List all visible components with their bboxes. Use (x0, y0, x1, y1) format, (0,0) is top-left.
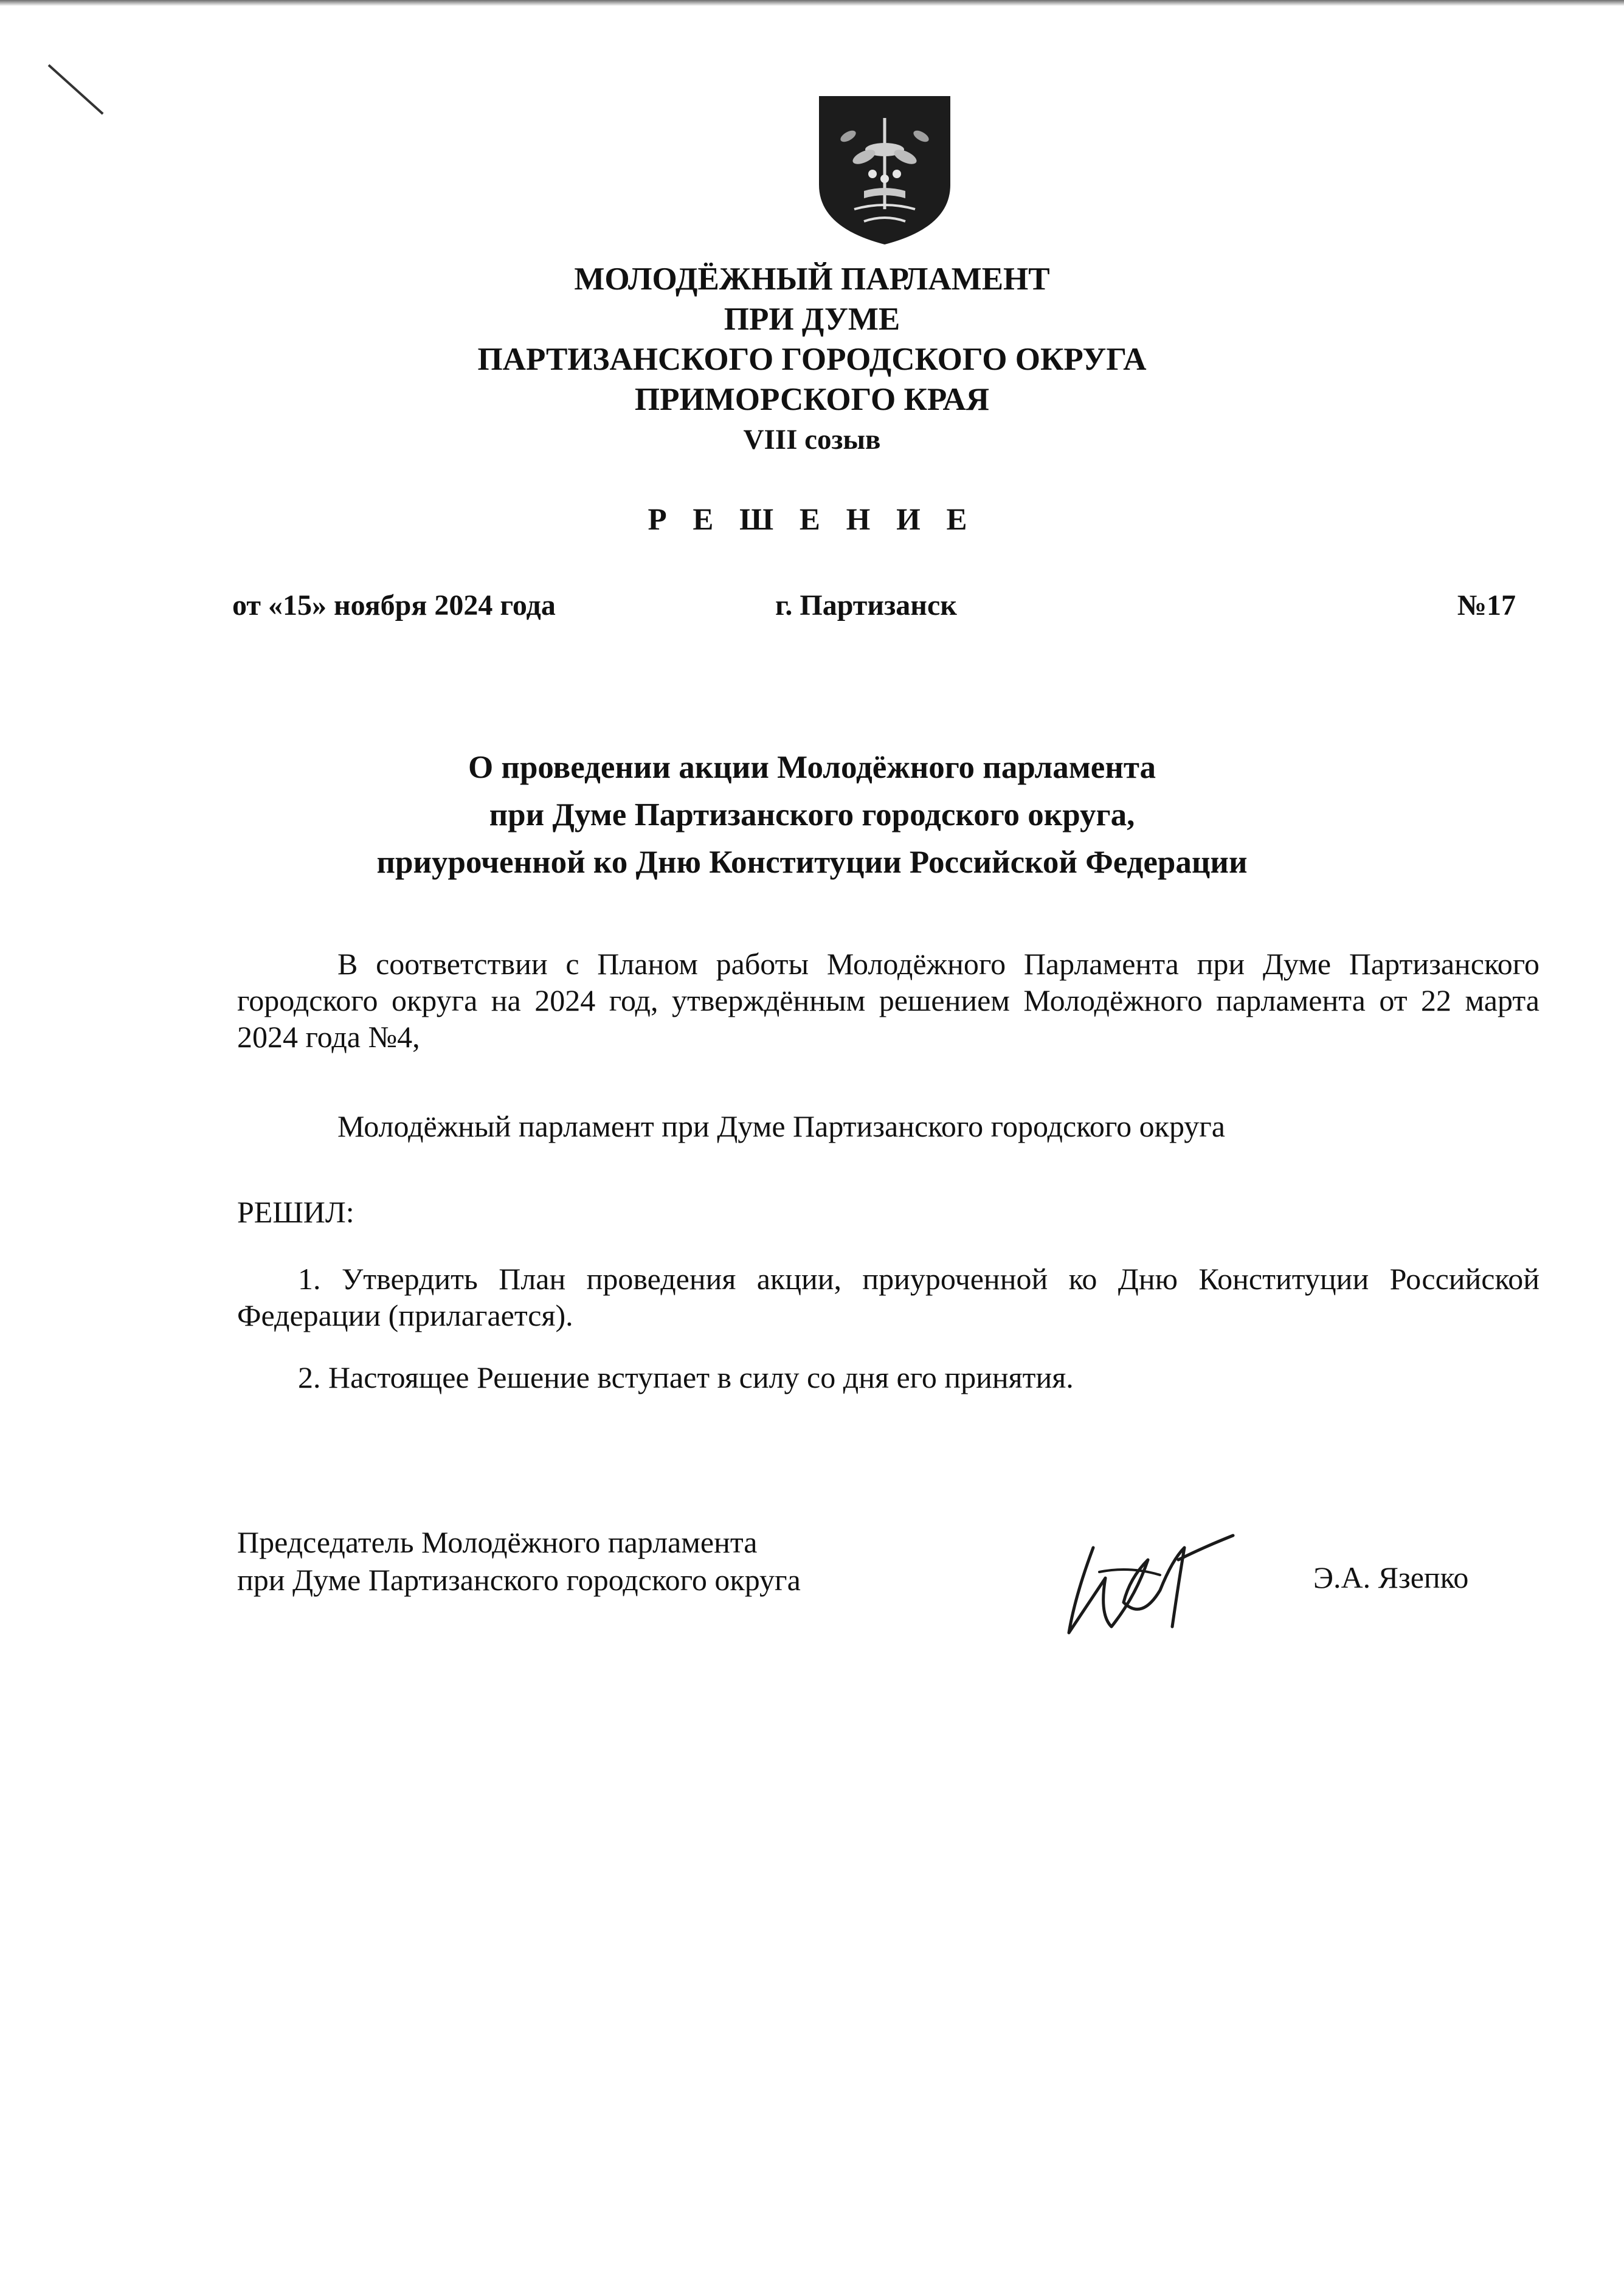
subject-line: при Думе Партизанского городского округа, (489, 797, 1135, 832)
issuer-paragraph: Молодёжный парламент при Думе Партизанского городского округа (337, 1109, 1225, 1143)
subject-line: приуроченной ко Дню Конституции Российской Федерации (376, 845, 1248, 880)
document-type-title: Р Е Ш Е Н И Е (648, 503, 976, 537)
document-header (0, 259, 1624, 460)
document-date: от «15» ноября 2024 года (232, 589, 556, 621)
signatory-position (237, 1523, 801, 1599)
convocation: VIII созыв (743, 424, 881, 455)
signatory-position-line: Председатель Молодёжного парламента (237, 1525, 758, 1559)
resolved-heading: РЕШИЛ: (237, 1195, 354, 1229)
handwritten-signature (1057, 1523, 1239, 1645)
header-line: ПАРТИЗАНСКОГО ГОРОДСКОГО ОКРУГА (477, 342, 1147, 377)
header-line: ПРИ ДУМЕ (724, 302, 900, 337)
document-subject (0, 744, 1624, 886)
resolution-item: 1. Утвердить План проведения акции, приуроченной ко Дню Конституции Российской Федерации (прилагается). (237, 1262, 1539, 1332)
header-line: МОЛОДЁЖНЫЙ ПАРЛАМЕНТ (574, 261, 1050, 297)
signatory-position-line: при Думе Партизанского городского округа (237, 1563, 801, 1597)
signatory-name: Э.А. Язепко (1313, 1560, 1469, 1594)
scan-mark (48, 64, 104, 115)
coat-of-arms-icon (817, 94, 953, 247)
scan-edge (0, 0, 1624, 6)
document-number: №17 (1457, 589, 1516, 621)
resolution-item: 2. Настоящее Решение вступает в силу со дня его принятия. (298, 1360, 1074, 1394)
preamble-paragraph: В соответствии с Планом работы Молодёжного Парламента при Думе Партизанского городского округа на 2024 год, утверждённым решением Молодёжного парламента от 22 марта 2024 года №4, (237, 947, 1539, 1054)
document-city: г. Партизанск (775, 589, 957, 621)
header-line: ПРИМОРСКОГО КРАЯ (634, 382, 990, 417)
subject-line: О проведении акции Молодёжного парламента (468, 750, 1156, 785)
